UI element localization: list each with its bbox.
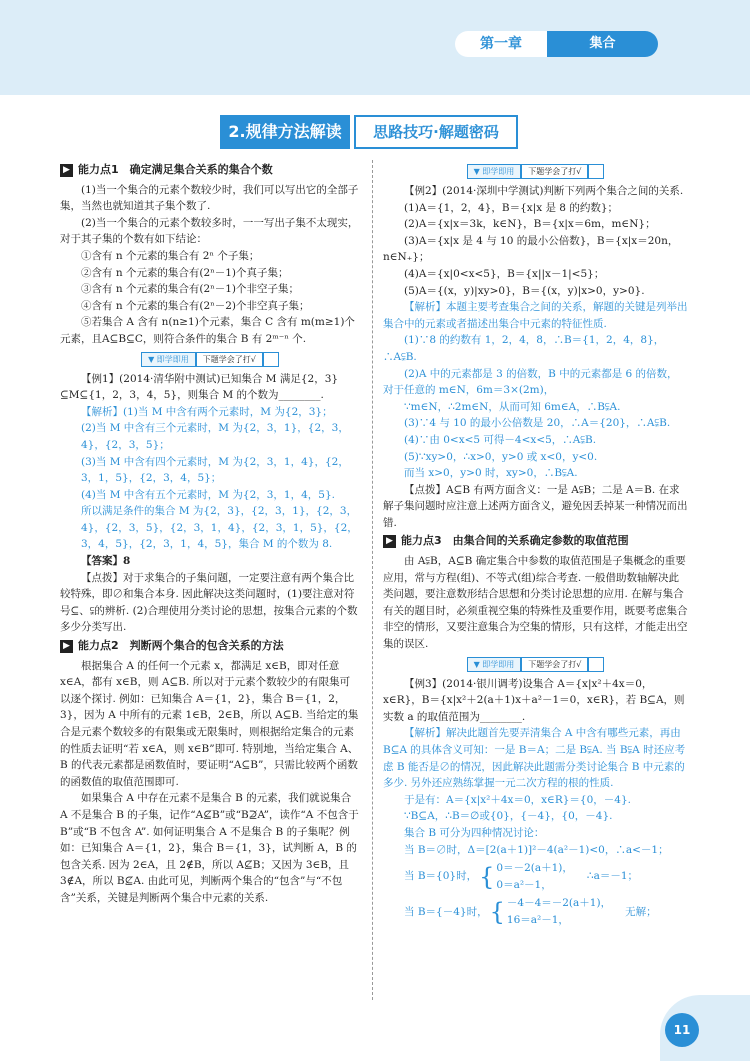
learn-bar-label: ▼ 即学即用	[141, 352, 196, 367]
play-arrow-icon: ▶	[383, 535, 396, 548]
list-item: (3)A＝{x|x 是 4 与 10 的最小公倍数}，B＝{x|x＝20n，n∈N₊}；	[383, 234, 679, 264]
solution-line: 【解析】(1)当 M 中含有两个元素时，M 为{2，3}；	[81, 405, 333, 418]
case-lead: 当 B＝{0}时，	[404, 870, 478, 883]
paragraph: 如果集合 A 中存在元素不是集合 B 的元素，我们就说集合 A 不是集合 B 的子集，记作“A⊈B”或“B⊉A”，读作“A 不包含于 B”或“B 不包含 A”. 如何证明集合 A 不是集合 B 的子集呢？例如：已知集合 A＝{1，2}，集合 B＝{1，3}，试判断 A，B 的包含关系. 因为 2∈A，且 2∉B，所以 A⊈B；又因为 3∈B，且 3∉A，所以 B⊈A. 由此可见，判断两个集合的“包含”与“不包含”关系，关键是判断两个集合中元素的关系.	[60, 792, 359, 904]
ability2-heading: ▶ 能力点2 判断两个集合的包含关系的方法	[60, 638, 360, 655]
tip: 【点拨】对于求集合的子集问题，一定要注意有两个集合比较特殊，即∅和集合本身. 因此解决这类问题时，(1)要注意对符号⊆、⫋的辨析. (2)合理使用分类讨论的思想，按集合元素的个数多少分类写出.	[60, 571, 358, 634]
solution-line: (1)∵8 的约数有 1，2，4，8，∴B＝{1，2，4，8}，∴A⫋B.	[383, 334, 665, 363]
solution-line: (2)当 M 中含有三个元素时，M 为{2，3，1}，{2，3，4}，{2，3，5}；	[81, 422, 349, 451]
paragraph: (2)当一个集合的元素个数较多时，一一写出子集不太现实，对于其子集的个数有如下结论：	[60, 216, 359, 246]
case-lead: 当 B＝{－4}时，	[404, 905, 488, 918]
learn-bar-label: ▼ 即学即用	[467, 657, 522, 672]
checkbox[interactable]	[588, 164, 604, 179]
right-column	[383, 160, 688, 931]
example-1: 【例1】(2014·清华附中测试)已知集合 M 满足{2，3}⊆M⊆{1，2，3，4，5}，则集合 M 的个数为________.	[60, 372, 339, 402]
page-number: 11	[665, 1013, 699, 1047]
play-arrow-icon: ▶	[60, 164, 73, 177]
solution-line: 而当 x>0，y>0 时，xy>0，∴B⫋A.	[404, 467, 578, 480]
list-item: (1)A＝{1，2，4}，B＝{x|x 是 8 的约数}；	[404, 201, 619, 214]
list-item: ⑤若集合 A 含有 n(n≥1)个元素，集合 C 含有 m(m≥1)个元素，且A⊆B⊆C，则符合条件的集合 B 有 2ᵐ⁻ⁿ 个.	[60, 316, 355, 345]
list-item: ④含有 n 个元素的集合有(2ⁿ－2)个非空真子集；	[81, 299, 310, 312]
banner-subtitle: 思路技巧·解题密码	[354, 115, 518, 149]
ability3-heading: ▶ 能力点3 由集合间的关系确定参数的取值范围	[383, 533, 688, 550]
list-item: (2)A＝{x|x＝3k，k∈N}，B＝{x|x＝6m，m∈N}；	[404, 218, 656, 231]
learn-bar	[60, 352, 360, 367]
case-zero	[383, 860, 688, 893]
brace-icon: {	[489, 897, 505, 926]
checkbox[interactable]	[588, 657, 604, 672]
case-result: ∴a＝－1；	[586, 870, 639, 883]
list-item: ②含有 n 个元素的集合有(2ⁿ－1)个真子集；	[81, 266, 289, 279]
equation-line: －4－4＝－2(a＋1)，	[506, 897, 612, 910]
solution-line: (4)当 M 中含有五个元素时，M 为{2，3，1，4，5}.	[81, 488, 335, 501]
chapter-tab: 第一章	[455, 31, 547, 57]
case-result: 无解；	[625, 905, 657, 918]
list-item: ③含有 n 个元素的集合有(2ⁿ－1)个非空子集；	[81, 283, 300, 296]
left-column	[60, 160, 360, 907]
case-minus-four	[383, 895, 688, 928]
paragraph: 根据集合 A 的任何一个元素 x，都满足 x∈B，即对任意 x∈A，都有 x∈B，则 A⊆B. 所以对于元素个数较少的有限集可以逐个探讨. 例如：已知集合 A＝{1，2}，集合 B＝{1，2，3}，因为 A 中所有的元素 1∈B，2∈B，所以 A⊆B. 当给定的集合是元素个数较多的有限集或无限集时，则根据给定集合的元素的性质去证明“若 x∈A，则 x∈B”即可. 特别地，当给定集合 A、B 的代表元素都是函数值时，要证明“A⊆B”，只需比较两个函数的函数值的取值范围即可.	[60, 659, 359, 788]
solution-line: ∵B⊆A，∴B＝∅或{0}，{－4}，{0，－4}.	[404, 810, 613, 823]
learn-bar	[383, 657, 688, 672]
solution-line: (5)∵xy>0，∴x>0，y>0 或 x<0，y<0.	[404, 450, 598, 463]
list-item: (5)A＝{(x，y)|xy>0}，B＝{(x，y)|x>0，y>0}.	[404, 284, 645, 297]
paragraph: (1)当一个集合的元素个数较少时，我们可以写出它的全部子集，当然也就知道其子集个数了.	[60, 183, 359, 213]
section-banner	[220, 115, 520, 149]
learn-bar-label: ▼ 即学即用	[467, 164, 522, 179]
paragraph: 由 A⫋B，A⊆B 确定集合中参数的取值范围是子集概念的重要应用，常与方程(组)、不等式(组)综合考查. 一般借助数轴解决此类问题，要注意数形结合思想和分类讨论思想的应用. 在解与集合有关的题目时，必须重视空集的特殊性及重要作用，既要考虑集合非空的情形，又要注意集合为空集的情形，只有这样，才能走出空集的误区.	[383, 555, 688, 651]
learn-bar-tail: 下题学会了打√	[521, 164, 588, 179]
brace-icon: {	[479, 862, 495, 891]
equation-line: 0＝a²－1，	[496, 878, 552, 891]
column-divider	[372, 160, 373, 1000]
solution-line: (2)A 中的元素都是 3 的倍数，B 中的元素都是 6 的倍数，对于任意的 m∈N，6m＝3×(2m)，	[383, 367, 678, 397]
solution-line: (3)∵4 与 10 的最小公倍数是 20，∴A＝{20}，∴A⫋B.	[404, 417, 671, 430]
solution-line: (3)当 M 中含有四个元素时，M 为{2，3，1，4}，{2，3，1，5}，{2，3，4，5}；	[81, 455, 349, 485]
learn-bar	[383, 164, 688, 179]
play-arrow-icon: ▶	[60, 640, 73, 653]
tip: 【点拨】A⊆B 有两方面含义：一是 A⫋B；二是 A＝B. 在求解子集问题时应注意上述两方面含义，避免因丢掉某一种情况而出错.	[383, 483, 688, 529]
list-item: ①含有 n 个元素的集合有 2ⁿ 个子集；	[81, 249, 260, 262]
ability1-heading: ▶ 能力点1 确定满足集合关系的集合个数	[60, 162, 360, 179]
solution-line: (4)∵由 0<x<5 可得－4<x<5，∴A⫋B.	[404, 433, 597, 446]
solution-line: ∵m∈N，∴2m∈N，从而可知 6m∈A，∴B⫋A.	[404, 400, 621, 413]
answer: 【答案】8	[81, 555, 131, 568]
solution-line: 当 B＝∅时，Δ＝[2(a＋1)]²－4(a²－1)<0，∴a<－1；	[404, 843, 669, 856]
banner-title: 2.规律方法解读	[220, 115, 350, 149]
checkbox[interactable]	[263, 352, 279, 367]
example-2: 【例2】(2014·深圳中学测试)判断下列两个集合之间的关系.	[404, 185, 684, 197]
learn-bar-tail: 下题学会了打√	[196, 352, 263, 367]
solution-line: 所以满足条件的集合 M 为{2，3}，{2，3，1}，{2，3，4}，{2，3，5}，{2，3，1，4}，{2，3，1，5}，{2，3，4，5}，{2，3，1，4，5}，集合 M 的个数为 8.	[81, 505, 358, 551]
example-3: 【例3】(2014·银川调考)设集合 A＝{x|x²＋4x＝0，x∈R}，B＝{x|x²＋2(a＋1)x＋a²－1＝0，x∈R}，若 B⊆A，则实数 a 的取值范围为________.	[383, 677, 685, 723]
solution-line: 【解析】本题主要考查集合之间的关系，解题的关键是列举出集合中的元素或者描述出集合中元素的特征性质.	[383, 301, 688, 330]
topic-tab: 集合	[547, 31, 658, 57]
equation-line: 0＝－2(a＋1)，	[496, 862, 573, 875]
solution-line: 于是有：A＝{x|x²＋4x＝0，x∈R}＝{0，－4}.	[404, 793, 631, 806]
learn-bar-tail: 下题学会了打√	[521, 657, 588, 672]
equation-line: 16＝a²－1，	[506, 913, 569, 926]
list-item: (4)A＝{x|0<x<5}，B＝{x||x－1|<5}；	[404, 267, 605, 280]
solution-line: 集合 B 可分为四种情况讨论：	[404, 826, 545, 839]
solution-line: 【解析】解决此题首先要弄清集合 A 中含有哪些元素，再由 B⊆A 的具体含义可知：一是 B＝A；二是 B⫋A. 当 B⫋A 时还应考虑 B 能否是∅的情况，因此解决此题需分类讨论集合 B 中元素的多少. 另外还应熟练掌握一元二次方程的根的性质.	[383, 727, 686, 790]
